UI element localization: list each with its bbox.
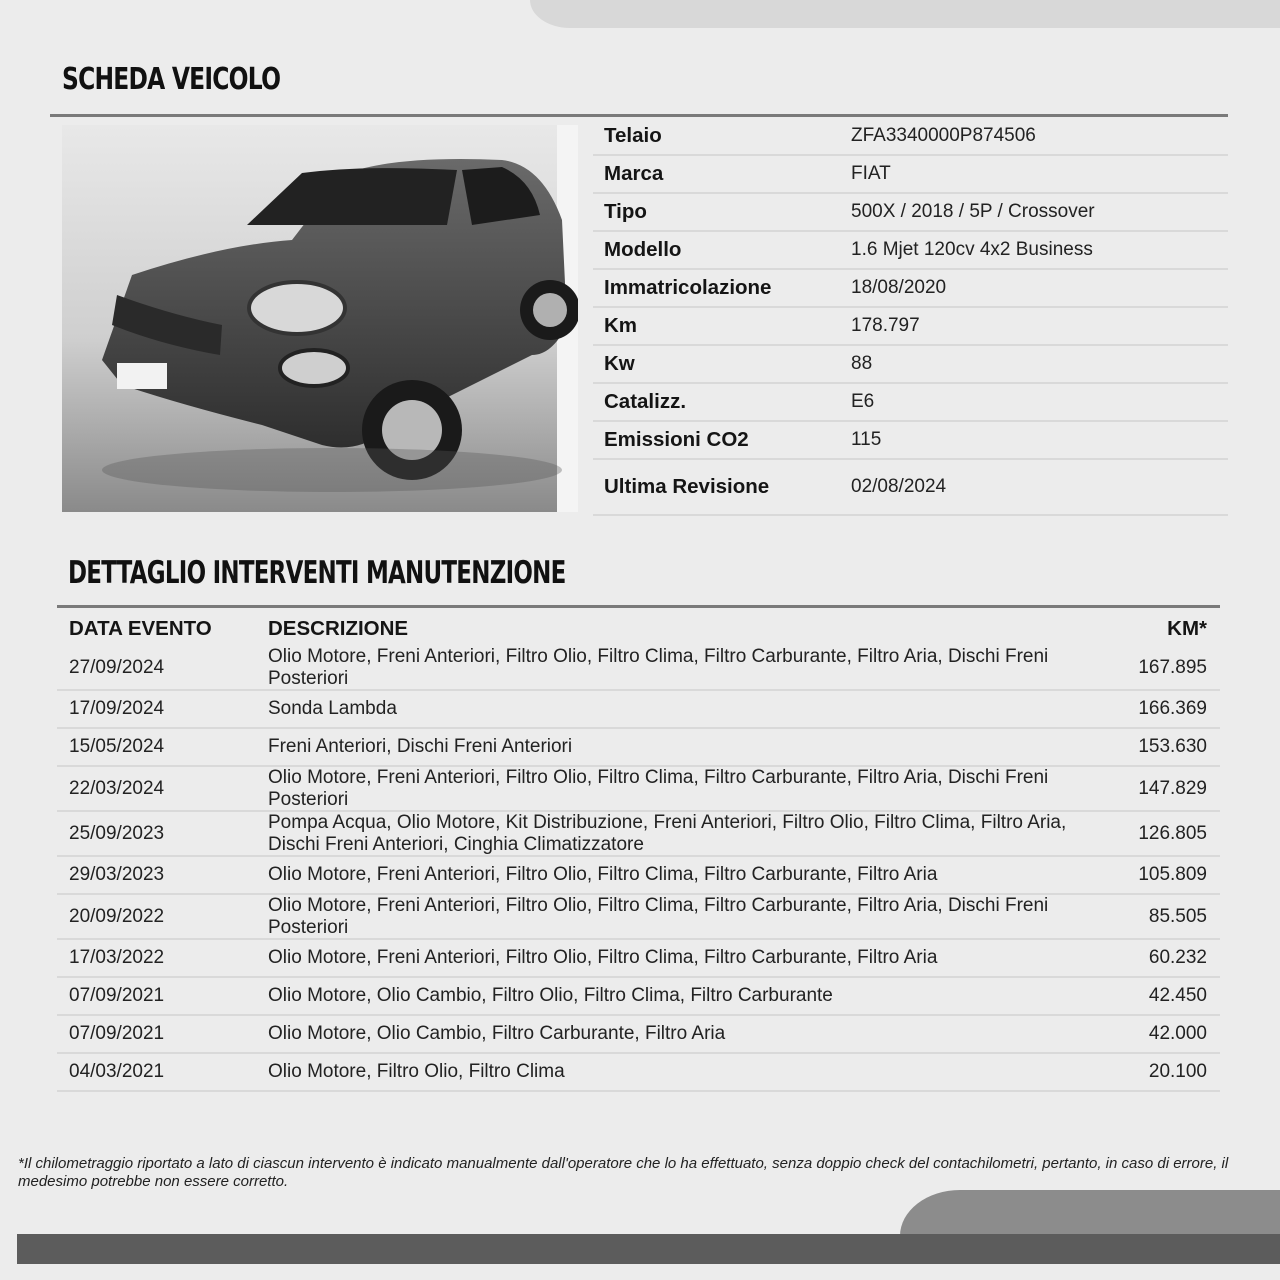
spec-label: Kw bbox=[604, 352, 635, 375]
row-km: 60.232 bbox=[1148, 947, 1207, 968]
row-date: 22/03/2024 bbox=[69, 777, 165, 799]
table-row bbox=[57, 1054, 1220, 1092]
spec-row-kw bbox=[593, 346, 1228, 384]
row-date: 15/05/2024 bbox=[69, 736, 165, 757]
row-description: Olio Motore, Freni Anteriori, Filtro Olio, Filtro Clima, Filtro Carburante, Filtro Aria bbox=[268, 947, 938, 968]
row-km: 153.630 bbox=[1138, 736, 1207, 757]
table-row bbox=[57, 729, 1220, 767]
row-description: Olio Motore, Freni Anteriori, Filtro Olio, Filtro Clima, Filtro Carburante, Filtro Aria, Dischi Freni Posteriori bbox=[268, 766, 1049, 810]
spec-label: Tipo bbox=[604, 200, 647, 223]
row-description: Freni Anteriori, Dischi Freni Anteriori bbox=[268, 736, 573, 757]
row-description: Sonda Lambda bbox=[268, 698, 397, 719]
spec-row-immatricolazione bbox=[593, 270, 1228, 308]
row-date: 20/09/2022 bbox=[69, 905, 165, 927]
row-km: 42.000 bbox=[1148, 1023, 1207, 1044]
spec-value: FIAT bbox=[851, 163, 891, 184]
top-decoration bbox=[530, 0, 1280, 28]
spec-row-revisione bbox=[593, 460, 1228, 516]
row-km: 166.369 bbox=[1138, 698, 1207, 719]
car-image-icon bbox=[62, 125, 578, 512]
table-row bbox=[57, 646, 1220, 691]
row-date: 17/09/2024 bbox=[69, 698, 165, 719]
row-date: 27/09/2024 bbox=[69, 656, 165, 678]
row-description: Olio Motore, Olio Cambio, Filtro Carburante, Filtro Aria bbox=[268, 1023, 726, 1044]
table-row bbox=[57, 767, 1220, 812]
title-divider bbox=[50, 114, 1228, 117]
vehicle-photo bbox=[62, 125, 578, 512]
maintenance-header bbox=[57, 612, 1220, 646]
spec-row-tipo bbox=[593, 194, 1228, 232]
row-km: 20.100 bbox=[1148, 1061, 1207, 1082]
spec-label: Ultima Revisione bbox=[604, 475, 770, 498]
maintenance-title: DETTAGLIO INTERVENTI MANUTENZIONE bbox=[68, 555, 566, 591]
maintenance-table bbox=[57, 612, 1220, 1092]
spec-value: 18/08/2020 bbox=[851, 277, 947, 298]
spec-value: 1.6 Mjet 120cv 4x2 Business bbox=[851, 239, 1093, 260]
row-km: 85.505 bbox=[1148, 905, 1207, 927]
row-description: Olio Motore, Filtro Olio, Filtro Clima bbox=[268, 1061, 565, 1082]
row-description: Olio Motore, Olio Cambio, Filtro Olio, Filtro Clima, Filtro Carburante bbox=[268, 985, 833, 1006]
row-km: 167.895 bbox=[1138, 656, 1207, 678]
row-date: 04/03/2021 bbox=[69, 1061, 165, 1082]
spec-label: Emissioni CO2 bbox=[604, 428, 749, 451]
row-description: Olio Motore, Freni Anteriori, Filtro Olio, Filtro Clima, Filtro Carburante, Filtro Aria, Dischi Freni Posteriori bbox=[268, 894, 1049, 938]
bottom-decoration bbox=[900, 1190, 1280, 1236]
header-description: DESCRIZIONE bbox=[268, 617, 409, 640]
vehicle-card-title: SCHEDA VEICOLO bbox=[62, 62, 281, 97]
row-date: 29/03/2023 bbox=[69, 864, 165, 885]
spec-value: 115 bbox=[851, 429, 882, 450]
spec-value: 02/08/2024 bbox=[851, 476, 947, 497]
row-km: 147.829 bbox=[1138, 777, 1207, 799]
spec-row-emissioni bbox=[593, 422, 1228, 460]
table-row bbox=[57, 812, 1220, 857]
row-date: 17/03/2022 bbox=[69, 947, 165, 968]
row-description: Pompa Acqua, Olio Motore, Kit Distribuzione, Freni Anteriori, Filtro Olio, Filtro Clima, Filtro Aria, Dischi Freni Anteriori, Cinghia Climatizzatore bbox=[268, 811, 1067, 855]
header-km: KM* bbox=[1167, 617, 1207, 640]
table-row bbox=[57, 1016, 1220, 1054]
table-row bbox=[57, 978, 1220, 1016]
spec-label: Marca bbox=[604, 162, 664, 185]
spec-label: Km bbox=[604, 314, 638, 337]
row-km: 126.805 bbox=[1138, 822, 1207, 844]
spec-label: Catalizz. bbox=[604, 390, 687, 413]
row-description: Olio Motore, Freni Anteriori, Filtro Olio, Filtro Clima, Filtro Carburante, Filtro Aria, Dischi Freni Posteriori bbox=[268, 645, 1049, 689]
table-row bbox=[57, 940, 1220, 978]
row-km: 42.450 bbox=[1148, 985, 1207, 1006]
row-date: 07/09/2021 bbox=[69, 1023, 165, 1044]
maintenance-divider bbox=[57, 605, 1220, 608]
km-disclaimer: *Il chilometraggio riportato a lato di ciascun intervento è indicato manualmente dall'operatore che lo ha effettuato, senza doppio check del contachilometri, pertanto, in caso di errore, il medesimo potrebbe non essere corretto. bbox=[18, 1155, 1229, 1190]
spec-row-telaio bbox=[593, 118, 1228, 156]
spec-value: ZFA3340000P874506 bbox=[851, 125, 1036, 146]
spec-value: 88 bbox=[851, 353, 873, 374]
row-description: Olio Motore, Freni Anteriori, Filtro Olio, Filtro Clima, Filtro Carburante, Filtro Aria bbox=[268, 864, 938, 885]
table-row bbox=[57, 691, 1220, 729]
vehicle-specs-table bbox=[593, 118, 1228, 516]
spec-label: Telaio bbox=[604, 124, 662, 147]
row-date: 25/09/2023 bbox=[69, 822, 165, 844]
row-km: 105.809 bbox=[1138, 864, 1207, 885]
spec-label: Modello bbox=[604, 238, 682, 261]
table-row bbox=[57, 895, 1220, 940]
spec-value: 500X / 2018 / 5P / Crossover bbox=[851, 201, 1095, 222]
table-row bbox=[57, 857, 1220, 895]
spec-row-marca bbox=[593, 156, 1228, 194]
row-date: 07/09/2021 bbox=[69, 985, 165, 1006]
header-date: DATA EVENTO bbox=[69, 617, 212, 640]
bottom-bar bbox=[17, 1234, 1280, 1264]
spec-row-modello bbox=[593, 232, 1228, 270]
spec-row-catalizz bbox=[593, 384, 1228, 422]
spec-row-km bbox=[593, 308, 1228, 346]
spec-label: Immatricolazione bbox=[604, 276, 772, 299]
spec-value: E6 bbox=[851, 391, 875, 412]
spec-value: 178.797 bbox=[851, 315, 920, 336]
